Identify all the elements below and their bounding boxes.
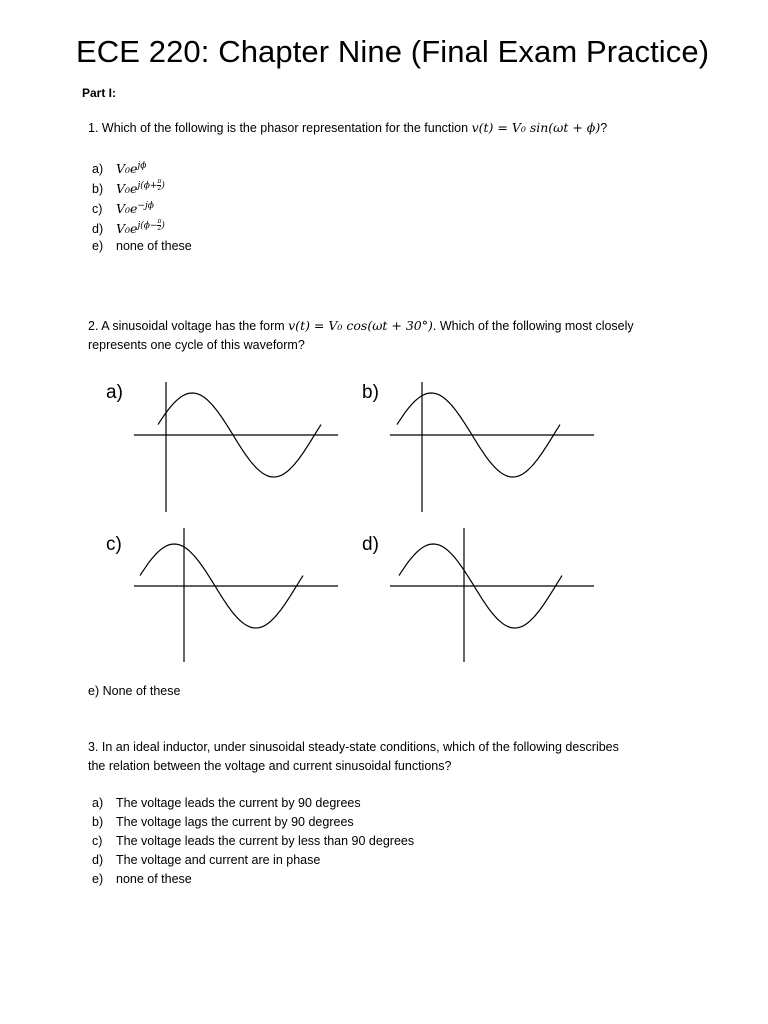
option-label: e) <box>92 239 104 253</box>
option-expression: $V_0e^{j(\phi- \frac{\pi}{2} )}$ <box>116 218 165 237</box>
question-3-options <box>92 794 414 889</box>
option-label: a) <box>92 796 104 810</box>
option-text: The voltage leads the current by less than 90 degrees <box>116 834 415 848</box>
q2-option-e[interactable]: e) None of these <box>88 684 181 698</box>
option-label: c) <box>92 834 103 848</box>
option-text: The voltage lags the current by 90 degrees <box>116 815 354 829</box>
option-expression: $V_0e^{-j\phi}$ <box>116 201 154 217</box>
option-label: c) <box>92 202 103 217</box>
question-2-text: 2. A sinusoidal voltage has the form <box>88 319 289 333</box>
question-2-line2: represents one cycle of this waveform? <box>88 338 305 352</box>
waveform-a-label: a) <box>106 382 123 403</box>
q3-option-e[interactable] <box>92 870 414 889</box>
option-label: e) <box>92 872 104 886</box>
option-label: d) <box>92 853 104 867</box>
waveform-c[interactable] <box>106 528 338 662</box>
option-expression: $V_0e^{j(\phi+ \frac{\pi}{2} )}$ <box>116 178 165 197</box>
question-2-function: v(t) = V₀ cos(ωt + 30°) <box>288 318 433 333</box>
q3-option-a[interactable] <box>92 794 414 813</box>
option-text: The voltage and current are in phase <box>116 853 321 867</box>
question-1-function: v(t) = V₀ sin(ωt + ϕ) <box>471 120 601 135</box>
question-3 <box>88 738 728 776</box>
question-2-text-cont: . Which of the following most closely <box>432 319 634 333</box>
q3-option-b[interactable] <box>92 813 414 832</box>
q1-option-c[interactable] <box>92 196 192 216</box>
option-expression: $V_0e^{j\phi}$ <box>116 161 147 177</box>
waveform-d-label: d) <box>362 534 379 555</box>
option-label: b) <box>92 182 104 197</box>
option-text: The voltage leads the current by 90 degrees <box>116 796 361 810</box>
page-title: ECE 220: Chapter Nine (Final Exam Practice) <box>76 34 710 69</box>
q1-option-e[interactable] <box>92 236 192 256</box>
q1-option-d[interactable] <box>92 216 192 236</box>
waveform-a[interactable] <box>106 382 338 512</box>
option-label: d) <box>92 222 104 237</box>
waveform-c-label: c) <box>106 534 122 555</box>
part-heading: Part I: <box>82 86 117 100</box>
question-1-text: 1. Which of the following is the phasor representation for the function <box>88 121 472 135</box>
waveform-b[interactable] <box>362 382 594 512</box>
option-text: none of these <box>116 872 192 886</box>
option-label: b) <box>92 815 104 829</box>
question-1 <box>88 118 607 138</box>
q3-option-c[interactable] <box>92 832 414 851</box>
option-text: none of these <box>116 239 192 253</box>
question-1-end: ? <box>600 121 608 135</box>
q1-option-a[interactable] <box>92 156 192 176</box>
question-3-line1: 3. In an ideal inductor, under sinusoidal steady-state conditions, which of the following describes <box>88 740 619 754</box>
question-1-options <box>92 156 192 256</box>
question-2 <box>88 316 728 355</box>
option-label: a) <box>92 162 104 177</box>
waveform-b-label: b) <box>362 382 379 403</box>
q3-option-d[interactable] <box>92 851 414 870</box>
q1-option-b[interactable] <box>92 176 192 196</box>
waveform-d[interactable] <box>362 528 594 662</box>
waveform-options-figure <box>90 370 595 665</box>
question-3-line2: the relation between the voltage and current sinusoidal functions? <box>88 759 452 773</box>
